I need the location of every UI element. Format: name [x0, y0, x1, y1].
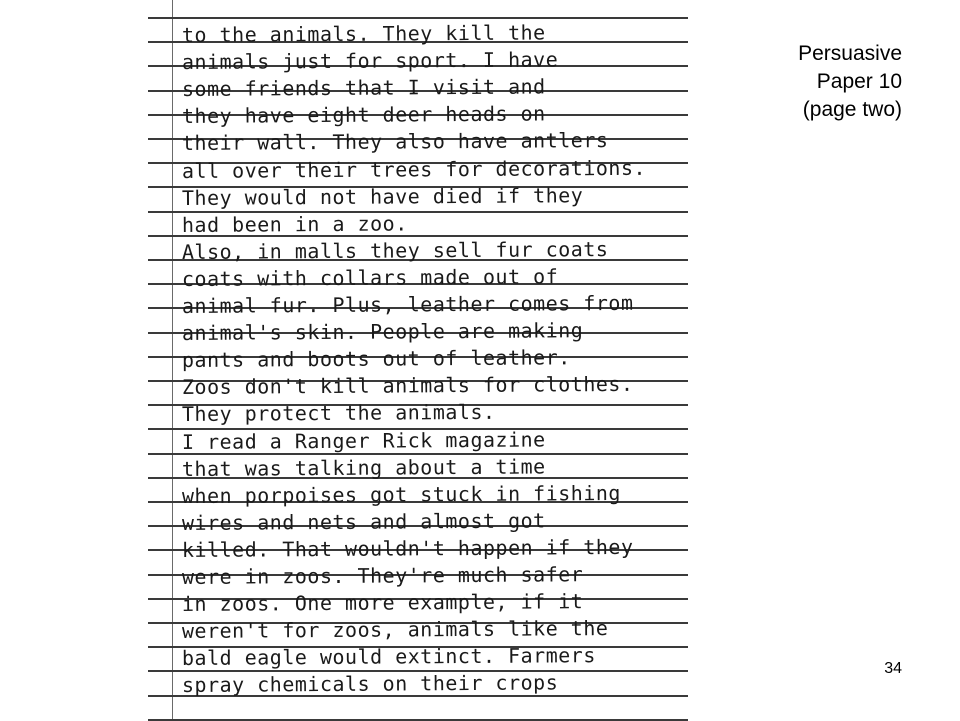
handwriting-line: killed. That wouldn't happen if they: [181, 534, 634, 562]
handwriting-line: They would not have died if they: [181, 183, 584, 210]
handwriting-line: animals just for sport. I have: [181, 47, 559, 74]
handwriting-line: animal fur. Plus, leather comes from: [181, 290, 634, 318]
caption-line-3: (page two): [802, 98, 902, 121]
handwriting-line: They protect the animals.: [181, 399, 496, 426]
handwriting-line: in zoos. One more example, if it: [181, 589, 584, 616]
caption-line-2: Paper 10: [816, 70, 902, 93]
handwriting-line: Also, in malls they sell fur coats: [181, 237, 609, 264]
handwriting-line: animal's skin. People are making: [181, 318, 584, 345]
handwriting-line: some friends that I visit and: [181, 74, 546, 101]
handwriting-line: that was talking about a time: [181, 454, 546, 481]
page-number: 34: [884, 660, 902, 677]
handwriting-line: bald eagle would extinct. Farmers: [181, 643, 596, 670]
handwriting-line: they have eight deer heads on: [181, 101, 546, 128]
handwriting-line: I read a Ranger Rick magazine: [181, 427, 546, 454]
handwriting-line: weren't for zoos, animals like the: [181, 616, 609, 643]
handwriting-line: pants and boots out of leather.: [181, 345, 571, 372]
handwriting-line: coats with collars made out of: [181, 264, 559, 291]
handwriting-line: had been in a zoo.: [181, 211, 408, 237]
handwriting-line: were in zoos. They're much safer: [181, 562, 584, 589]
handwritten-text: [148, 0, 688, 720]
handwriting-line: wires and nets and almost got: [181, 508, 546, 535]
handwriting-line: their wall. They also have antlers: [181, 128, 609, 155]
handwriting-line: to the animals. They kill the: [181, 20, 546, 47]
handwriting-line: all over their trees for decorations.: [181, 155, 647, 183]
handwriting-line: spray chemicals on their crops: [181, 670, 559, 697]
notebook-page: [148, 0, 688, 720]
handwriting-line: when porpoises got stuck in fishing: [181, 480, 621, 508]
caption-line-1: Persuasive: [798, 42, 902, 65]
caption: [702, 40, 902, 124]
handwriting-line: Zoos don't kill animals for clothes.: [181, 371, 634, 399]
